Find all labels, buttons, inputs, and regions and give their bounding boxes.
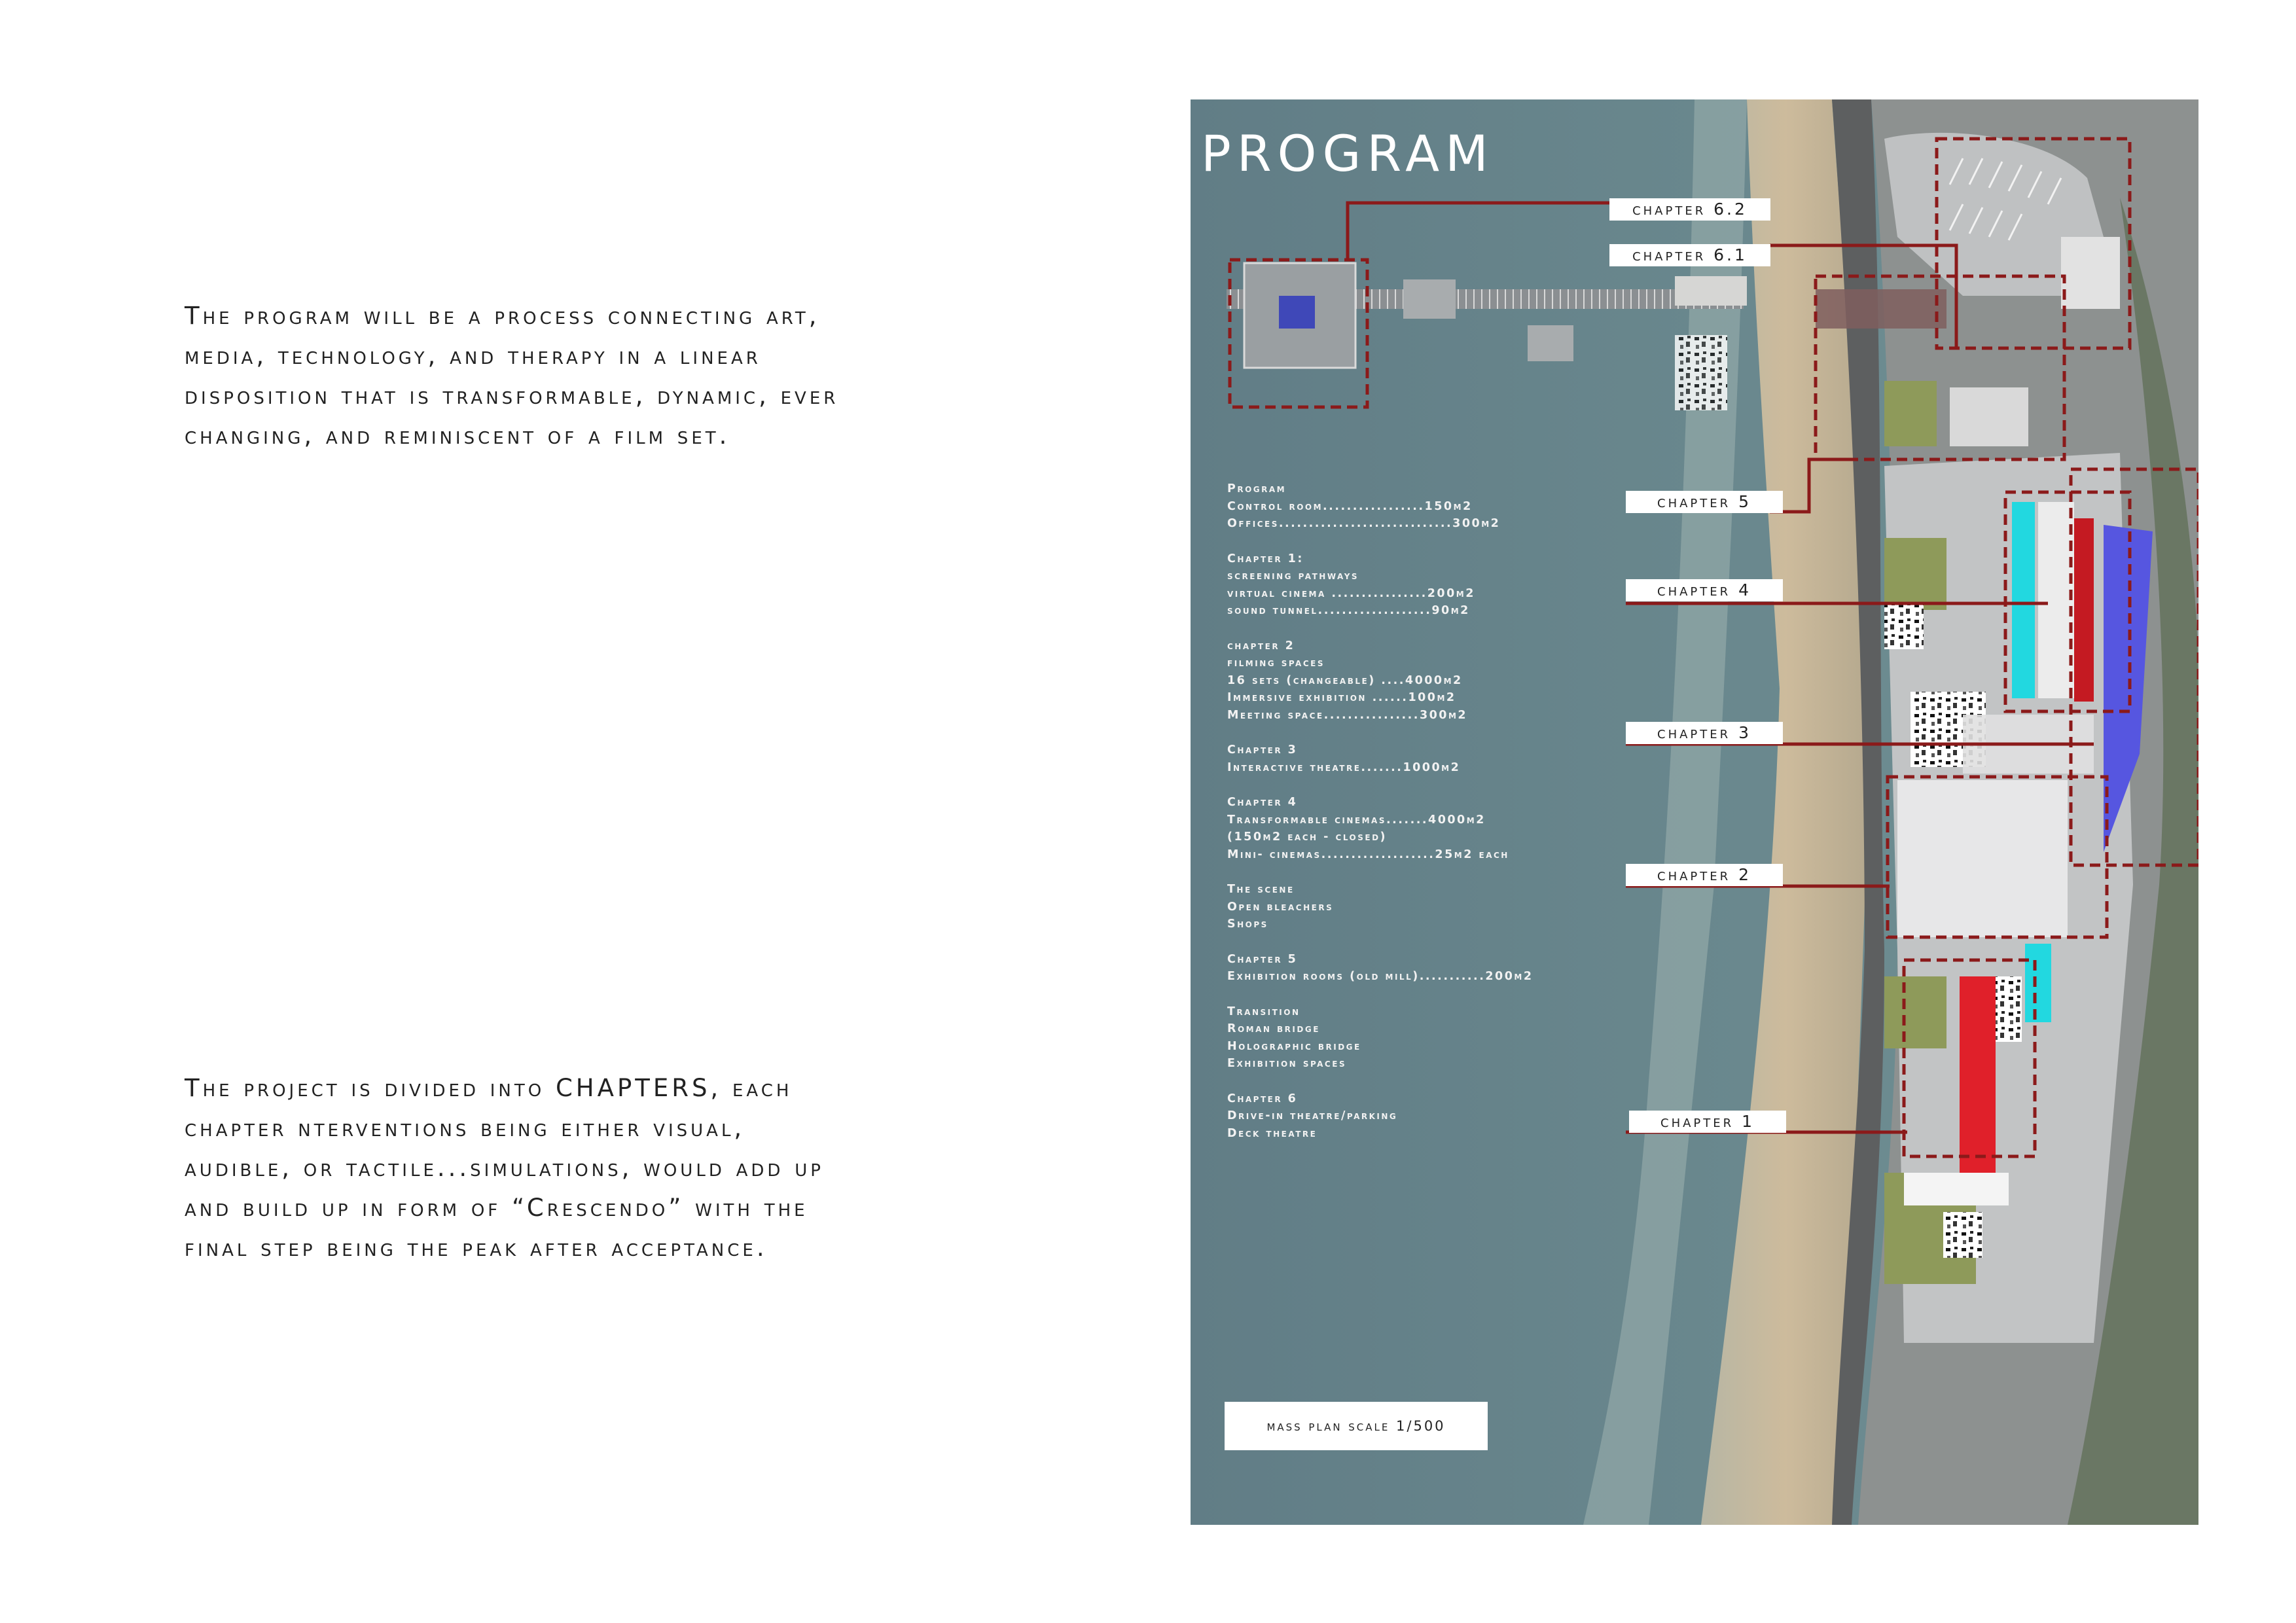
intro-line: The program will be a process connecting art, <box>185 302 820 330</box>
chapters-line: final step being the peak after acceptance. <box>185 1234 768 1262</box>
program-line: Immersive exhibition ......100m2 <box>1227 691 1456 704</box>
chapters-line: chapter nterventions being either visual, <box>185 1114 745 1142</box>
program-line: Program <box>1227 482 1287 495</box>
program-line: virtual cinema ................200m2 <box>1227 586 1475 600</box>
noise-block <box>1943 1212 1982 1258</box>
program-line: Control room.................150m2 <box>1227 499 1473 513</box>
program-line: Chapter 5 <box>1227 952 1298 966</box>
mass-plan-panel <box>1191 99 2198 1525</box>
program-line: Exhibition rooms (old mill)...........200m2 <box>1227 970 1534 983</box>
chapters-line: and build up in form of “Crescendo” with the <box>185 1194 808 1222</box>
program-line: Drive-in theatre/parking <box>1227 1109 1398 1122</box>
program-line: Interactive theatre.......1000m2 <box>1227 760 1461 774</box>
building-block <box>2061 237 2120 309</box>
program-line: chapter 2 <box>1227 639 1295 652</box>
program-line: Exhibition spaces <box>1227 1057 1347 1070</box>
program-line: Transformable cinemas.......4000m2 <box>1227 813 1486 827</box>
program-group <box>1227 951 1534 986</box>
program-line: Shops <box>1227 918 1268 931</box>
program-line: Deck theatre <box>1227 1126 1318 1140</box>
program-group <box>1227 881 1534 933</box>
scale-label: mass plan scale 1/500 <box>1225 1402 1488 1450</box>
chapters-paragraph <box>185 1068 1101 1268</box>
deck-theatre-core <box>1279 296 1315 329</box>
program-line: Chapter 4 <box>1227 796 1298 809</box>
program-line: The scene <box>1227 883 1295 896</box>
virtual-cinema <box>1960 976 1996 1186</box>
program-line: (150m2 each - closed) <box>1227 830 1388 844</box>
program-line: Open bleachers <box>1227 900 1334 914</box>
intro-line: changing, and reminiscent of a film set. <box>185 421 730 450</box>
beach-pavilion <box>1675 276 1747 306</box>
program-group <box>1227 741 1534 776</box>
old-mill <box>1816 289 1946 329</box>
white-block <box>1904 1173 2009 1205</box>
program-line: Chapter 3 <box>1227 743 1298 757</box>
program-group <box>1227 550 1534 620</box>
chapters-line: audible, or tactile...simulations, would add up <box>185 1154 824 1182</box>
cyan-block <box>2025 944 2051 1022</box>
label-chapter-2: chapter 2 <box>1626 864 1783 886</box>
program-line: Transition <box>1227 1005 1300 1018</box>
program-line: 16 sets (changeable) ....4000m2 <box>1227 673 1463 687</box>
program-line: Meeting space................300m2 <box>1227 708 1468 722</box>
program-group <box>1227 480 1534 533</box>
program-line: screening pathways <box>1227 569 1359 582</box>
cinema-strip-cyan <box>2012 502 2035 698</box>
program-line: filming spaces <box>1227 656 1325 669</box>
building-block <box>1950 387 2028 446</box>
chapters-line: The project is divided into CHAPTERS, each <box>185 1074 793 1102</box>
label-chapter-3: chapter 3 <box>1626 722 1783 744</box>
filming-sets <box>1897 780 2068 937</box>
cinema-strip-red <box>2074 518 2094 702</box>
program-line: Holographic bridge <box>1227 1039 1361 1053</box>
program-group <box>1227 637 1534 724</box>
pier-pavilion <box>1675 335 1727 410</box>
pier-pavilion <box>1528 325 1573 361</box>
label-chapter-5: chapter 5 <box>1626 491 1783 513</box>
noise-block <box>1996 976 2022 1042</box>
program-line: sound tunnel...................90m2 <box>1227 604 1470 617</box>
program-line: Chapter 6 <box>1227 1092 1298 1105</box>
label-chapter-6-2: chapter 6.2 <box>1609 198 1770 221</box>
grass-patch <box>1884 381 1937 446</box>
intro-line: media, technology, and therapy in a linear <box>185 342 761 370</box>
program-group <box>1227 1003 1534 1073</box>
label-chapter-1: chapter 1 <box>1629 1111 1786 1133</box>
label-chapter-4: chapter 4 <box>1626 579 1783 601</box>
cinema-strip-white <box>2038 502 2074 698</box>
grass-patch <box>1884 538 1946 610</box>
program-line: Mini- cinemas...................25m2 each <box>1227 847 1509 861</box>
intro-paragraph <box>185 296 1101 455</box>
noise-block <box>1884 603 1924 649</box>
pier-pavilion <box>1403 279 1456 319</box>
program-line: Offices.............................300m2 <box>1227 517 1501 530</box>
program-line: Roman bridge <box>1227 1022 1320 1035</box>
label-chapter-6-1: chapter 6.1 <box>1609 244 1770 266</box>
program-area-list <box>1227 480 1534 1160</box>
plan-title: PROGRAM <box>1201 124 1494 183</box>
program-group <box>1227 794 1534 863</box>
intro-line: disposition that is transformable, dynamic, ever <box>185 382 839 410</box>
program-line: Chapter 1: <box>1227 552 1304 565</box>
program-group <box>1227 1090 1534 1143</box>
grass-patch <box>1884 976 1946 1048</box>
